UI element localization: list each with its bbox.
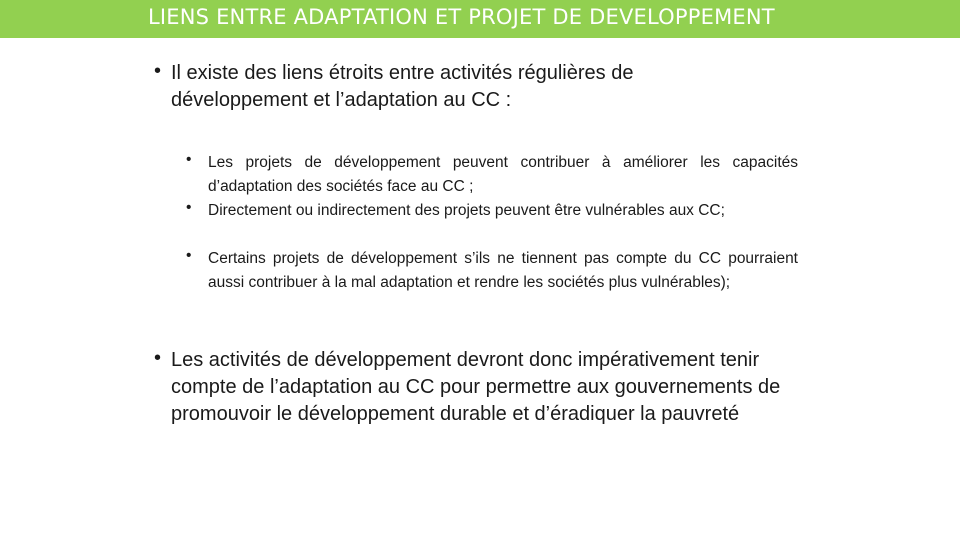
slide-title: LIENS ENTRE ADAPTATION ET PROJET DE DEVELOPPEMENT xyxy=(148,5,775,29)
sub-bullet-icon: • xyxy=(186,199,192,216)
bullet-item-2 xyxy=(154,347,794,459)
sub-bullet-icon: • xyxy=(186,247,192,264)
sub-bullet-item-1 xyxy=(186,151,798,199)
title-bar xyxy=(0,0,960,38)
bullet-icon: • xyxy=(154,347,162,369)
bullet-item-1 xyxy=(154,60,714,120)
bullet-text-1: Il existe des liens étroits entre activités régulières de développement et l’adaptation au CC : xyxy=(171,62,634,111)
bullet-text-2: Les activités de développement devront donc impérativement tenir compte de l’adaptation au CC pour permettre aux gouvernements de promouvoir le développement durable et d’éradiquer la pauvreté xyxy=(171,349,781,425)
sub-bullet-text-3: Certains projets de développement s’ils ne tiennent pas compte du CC pourraient aussi contribuer à la mal adaptation et rendre les sociétés plus vulnérables); xyxy=(208,250,798,291)
sub-bullet-item-2 xyxy=(186,199,798,247)
bullet-icon: • xyxy=(154,60,162,82)
sub-bullet-text-1: Les projets de développement peuvent contribuer à améliorer les capacités d’adaptation des sociétés face au CC ; xyxy=(208,154,798,195)
sub-bullet-text-2: Directement ou indirectement des projets peuvent être vulnérables aux CC; xyxy=(208,202,725,219)
sub-bullet-item-3 xyxy=(186,247,798,319)
sub-bullet-icon: • xyxy=(186,151,192,168)
